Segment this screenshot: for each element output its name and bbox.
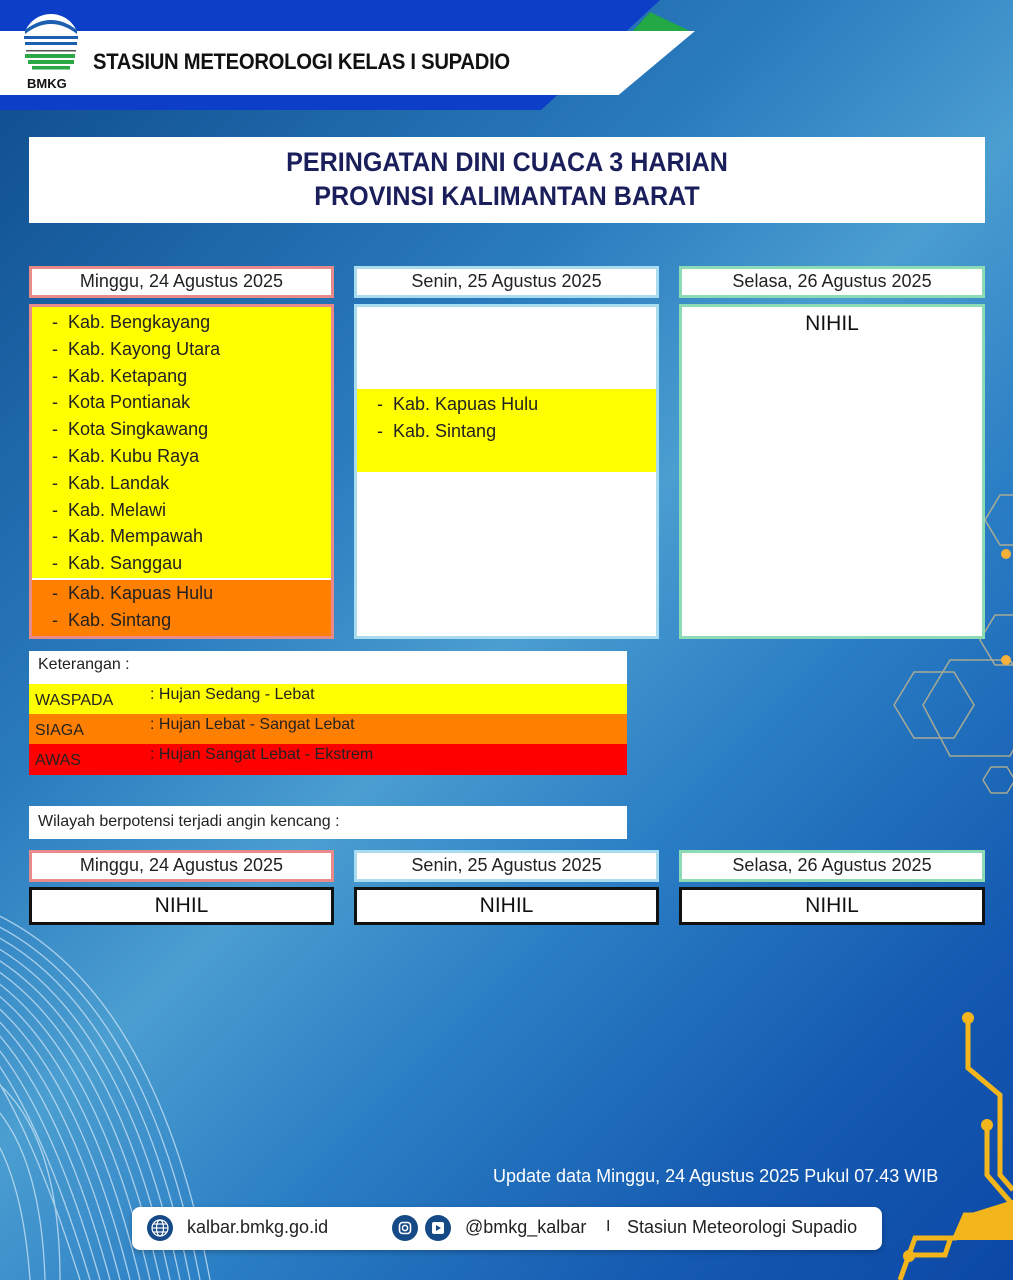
circuit-decoration <box>900 1020 1013 1280</box>
instagram-icon[interactable] <box>392 1215 418 1241</box>
legend-level: WASPADA <box>35 692 114 709</box>
day-header-3: Selasa, 26 Agustus 2025 <box>679 266 985 298</box>
region-item: - Kab. Melawi <box>52 499 167 520</box>
wind-value-1: NIHIL <box>29 887 334 925</box>
wind-day-header-2: Senin, 25 Agustus 2025 <box>354 850 659 882</box>
station-title: STASIUN METEOROLOGI KELAS I SUPADIO <box>93 49 510 74</box>
website-link[interactable]: kalbar.bmkg.go.id <box>187 1217 329 1237</box>
update-timestamp: Update data Minggu, 24 Agustus 2025 Pukul 07.43 WIB <box>493 1166 939 1186</box>
region-item: - Kota Singkawang <box>52 419 209 440</box>
wind-section-title: Wilayah berpotensi terjadi angin kencang : <box>29 806 627 839</box>
social-handle[interactable]: @bmkg_kalbar <box>465 1217 587 1237</box>
day-header-1: Minggu, 24 Agustus 2025 <box>29 266 334 298</box>
title-line-2: PROVINSI KALIMANTAN BARAT <box>314 181 700 211</box>
region-item: - Kab. Mempawah <box>52 526 204 547</box>
region-item: - Kota Pontianak <box>52 392 191 413</box>
region-item: - Kab. Sintang <box>52 609 172 630</box>
day-panel-3 <box>679 304 985 639</box>
legend-level: AWAS <box>35 752 81 769</box>
region-item: - Kab. Kapuas Hulu <box>377 394 539 414</box>
waspada-block <box>32 307 331 578</box>
siaga-block <box>32 580 331 636</box>
legend-siaga <box>29 714 627 744</box>
title-line-1: PERINGATAN DINI CUACA 3 HARIAN <box>286 147 728 177</box>
region-item: - Kab. Kapuas Hulu <box>52 583 214 603</box>
wind-value-3: NIHIL <box>679 887 985 925</box>
region-item: - Kab. Ketapang <box>52 365 188 386</box>
region-item: - Kab. Kubu Raya <box>52 445 200 466</box>
legend-desc: : Hujan Lebat - Sangat Lebat <box>150 716 355 733</box>
footer-separator: I <box>606 1218 611 1235</box>
globe-icon <box>147 1215 173 1241</box>
wind-value-2: NIHIL <box>354 887 659 925</box>
logo-text: BMKG <box>27 76 67 91</box>
region-item: - Kab. Kayong Utara <box>52 338 221 359</box>
legend-waspada <box>29 684 627 714</box>
youtube-icon[interactable] <box>425 1215 451 1241</box>
day-header-2: Senin, 25 Agustus 2025 <box>354 266 659 298</box>
legend-level: SIAGA <box>35 722 84 739</box>
legend-title: Keterangan : <box>29 651 627 684</box>
wind-day-header-1: Minggu, 24 Agustus 2025 <box>29 850 334 882</box>
day-panel-1 <box>29 304 334 639</box>
footer-station-name: Stasiun Meteorologi Supadio <box>627 1217 858 1237</box>
nihil-text: NIHIL <box>805 312 859 335</box>
legend <box>29 651 627 775</box>
wind-day-header-3: Selasa, 26 Agustus 2025 <box>679 850 985 882</box>
legend-awas <box>29 744 627 775</box>
region-item: - Kab. Bengkayang <box>52 312 211 332</box>
legend-desc: : Hujan Sangat Lebat - Ekstrem <box>150 746 374 763</box>
region-item: - Kab. Sanggau <box>52 553 183 574</box>
day-panel-2 <box>354 304 659 639</box>
legend-desc: : Hujan Sedang - Lebat <box>150 686 315 703</box>
page-title <box>29 137 985 223</box>
region-item: - Kab. Landak <box>52 472 170 493</box>
region-item: - Kab. Sintang <box>377 420 497 441</box>
footer-bar <box>132 1207 882 1250</box>
waspada-block <box>357 389 656 472</box>
